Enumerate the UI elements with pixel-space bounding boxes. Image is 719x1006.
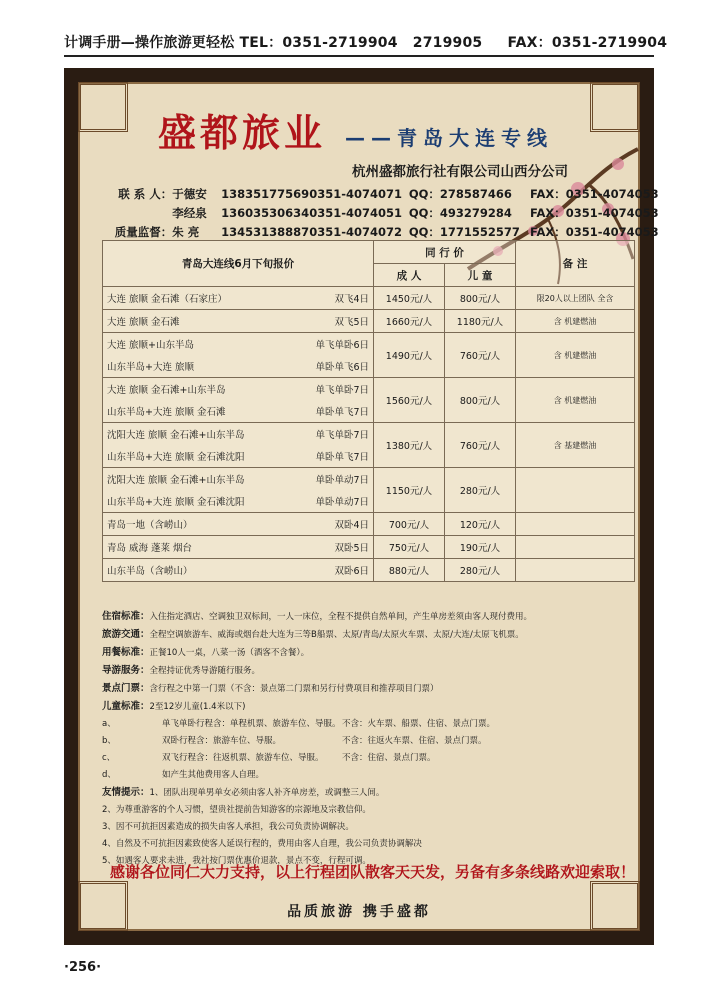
route-transport: 双卧6日 (334, 566, 369, 577)
route-cell (103, 513, 374, 536)
route-line (107, 513, 369, 535)
row-note (516, 559, 635, 582)
child-price: 800元/人 (445, 378, 516, 423)
child-item-k: a、 (102, 719, 116, 729)
tip-item: 4、自然及不可抗拒因素致使客人延误行程的，费用由客人自理，我公司负责协调解决 (102, 839, 422, 849)
route-cell (103, 310, 374, 333)
route-transport: 双卧5日 (334, 543, 369, 554)
route-transport: 单卧单动7日 (315, 475, 369, 486)
contact-row (100, 184, 659, 203)
child-standard (102, 698, 637, 716)
tip-item: 5、如遇客人要求未进，我社按门票优惠价退款，景点不变，行程可调。 (102, 856, 371, 866)
page-number: ·256· (64, 960, 102, 975)
table-title: 青岛大连线6月下旬报价 (103, 241, 374, 287)
hotel-label: 住宿标准： (102, 611, 150, 622)
child-item (102, 767, 637, 784)
hotel-text: 入住指定酒店、空调独卫双标间，一人一床位，全程不提供自然单间，产生单房差须由客人现付费用。 (149, 612, 533, 622)
child-item-exc (342, 767, 542, 784)
meal-standard (102, 644, 637, 662)
child-header: 儿 童 (445, 264, 516, 287)
contact-label: 联 系 人： (118, 186, 173, 201)
poster-panel (78, 82, 659, 931)
transport-text: 全程空调旅游车、威海或烟台赴大连为三等B船票、太原/青岛/太原火车票、太原/大连/太原飞机票。 (149, 630, 524, 640)
route-line (107, 490, 369, 512)
meal-text: 正餐10人一桌，八菜一汤（酒客不含餐）。 (149, 648, 310, 658)
transport-label: 旅游交通： (102, 629, 150, 640)
header-rule (64, 55, 654, 57)
child-item-inc: 双飞行程含：往返机票、旅游车位、导服。 (162, 753, 324, 763)
contact-name: 李经泉 (172, 205, 207, 220)
route-transport: 双卧4日 (334, 520, 369, 531)
route-name: 山东半岛+大连 旅顺 金石滩沈阳 (107, 452, 245, 463)
child-label: 儿童标准： (102, 701, 150, 712)
child-item-k: c、 (102, 753, 116, 763)
route-subtitle: ——青岛大连专线 (345, 126, 553, 150)
price-row (103, 536, 635, 559)
route-cell (103, 559, 374, 582)
meal-label: 用餐标准： (102, 647, 150, 658)
adult-price: 1660元/人 (374, 310, 445, 333)
child-price: 120元/人 (445, 513, 516, 536)
route-line (107, 445, 369, 467)
price-row (103, 287, 635, 310)
route-line (107, 355, 369, 377)
row-note (516, 513, 635, 536)
child-item-k: d、 (102, 770, 116, 780)
row-note: 含 机建燃油 (516, 333, 635, 378)
price-row (103, 559, 635, 582)
route-name: 山东半岛+大连 旅顺 (107, 362, 194, 373)
child-item-exc: 不含：火车票、船票、住宿、景点门票。 (342, 719, 496, 729)
route-line (107, 559, 369, 581)
contact-label: 质量监督： (114, 224, 173, 239)
route-cell (103, 287, 374, 310)
child-price: 760元/人 (445, 333, 516, 378)
ticket-text: 含行程之中第一门票（不含：景点第二门票和另行付费项目和推荐项目门票） (149, 684, 439, 694)
row-note: 含 机建燃油 (516, 378, 635, 423)
route-line (107, 378, 369, 400)
adult-price: 880元/人 (374, 559, 445, 582)
route-name: 山东半岛+大连 旅顺 金石滩沈阳 (107, 497, 245, 508)
adult-price: 1450元/人 (374, 287, 445, 310)
route-cell (103, 333, 374, 378)
company-name: 杭州盛都旅行社有限公司山西分公司 (352, 164, 568, 180)
footer-slogan: 品质旅游 携手盛都 (287, 904, 431, 920)
route-transport: 单卧单动7日 (315, 497, 369, 508)
transport-standard (102, 626, 637, 644)
child-item (102, 733, 637, 750)
ticket-label: 景点门票： (102, 683, 150, 694)
route-line (107, 287, 369, 309)
header-fax: FAX：0351-2719904 (507, 35, 668, 51)
child-items (102, 716, 637, 784)
header-tel2: 2719905 (412, 35, 483, 51)
contact-fax: FAX：0351-4074053 (530, 224, 659, 239)
route-line (107, 400, 369, 422)
page-header (64, 32, 668, 56)
ticket-standard (102, 680, 637, 698)
adult-price: 1150元/人 (374, 468, 445, 513)
guide-label: 导游服务： (102, 665, 150, 676)
route-cell (103, 468, 374, 513)
child-item-k: b、 (102, 736, 116, 746)
route-name: 山东半岛+大连 旅顺 金石滩 (107, 407, 226, 418)
route-name: 山东半岛（含崂山） (107, 566, 193, 577)
route-transport: 单飞单卧6日 (315, 340, 369, 351)
contact-row (100, 222, 659, 241)
route-line (107, 536, 369, 558)
child-price: 760元/人 (445, 423, 516, 468)
header-left: 计调手册—操作旅游更轻松 (64, 35, 235, 51)
price-table (102, 240, 635, 582)
guide-text: 全程持证优秀导游随行服务。 (149, 666, 261, 676)
contact-tel: 0351-4074071 (309, 186, 402, 201)
price-row (103, 333, 635, 378)
price-row (103, 513, 635, 536)
route-transport: 双飞5日 (334, 317, 369, 328)
contact-list (100, 184, 659, 241)
route-line (107, 310, 369, 332)
corner-ornament (78, 881, 128, 931)
row-note (516, 468, 635, 513)
route-transport: 单卧单飞7日 (315, 452, 369, 463)
price-row (103, 310, 635, 333)
child-item-inc: 如产生其他费用客人自理。 (162, 770, 265, 780)
price-row (103, 468, 635, 513)
tip-first: 1、团队出现单男单女必须由客人补齐单房差，或调整三人间。 (149, 788, 385, 798)
note-header: 备 注 (516, 241, 635, 287)
route-transport: 双飞4日 (334, 294, 369, 305)
poster-frame (64, 68, 659, 945)
adult-price: 1490元/人 (374, 333, 445, 378)
route-line (107, 333, 369, 355)
child-text: 2至12岁儿童(1.4米以下) (149, 702, 246, 712)
contact-mobile: 13603530634 (221, 205, 310, 220)
route-name: 青岛 威海 蓬莱 烟台 (107, 543, 193, 554)
route-cell (103, 378, 374, 423)
brand-title: 盛都旅业 (158, 110, 327, 155)
child-price: 280元/人 (445, 559, 516, 582)
route-name: 大连 旅顺+山东半岛 (107, 340, 194, 351)
row-note: 限20人以上团队 全含 (516, 287, 635, 310)
corner-ornament (590, 82, 640, 132)
child-item-exc: 不含：住宿、景点门票。 (342, 753, 436, 763)
terms-section (102, 608, 637, 870)
child-price: 280元/人 (445, 468, 516, 513)
row-note: 含 机建燃油 (516, 310, 635, 333)
child-price: 1180元/人 (445, 310, 516, 333)
child-item-inc: 单飞单卧行程含：单程机票、旅游车位、导服。 (162, 719, 341, 729)
contact-fax: FAX：0351-4074053 (530, 186, 659, 201)
route-name: 青岛一地（含崂山） (107, 520, 193, 531)
adult-price: 700元/人 (374, 513, 445, 536)
tip-item: 2、为尊重游客的个人习惯，望贵社提前告知游客的宗源地及宗教信仰。 (102, 805, 371, 815)
route-transport: 单卧单飞7日 (315, 407, 369, 418)
tip-item: 3、因不可抗拒因素造成的损失由客人承担，我公司负责协调解决。 (102, 822, 354, 832)
contact-fax: FAX：0351-4074053 (530, 205, 659, 220)
route-line (107, 423, 369, 445)
thanks-message: 感谢各位同仁大力支持，以上行程团队散客天天发，另备有多条线路欢迎索取！ (110, 863, 636, 881)
contact-qq: QQ：493279284 (408, 205, 512, 220)
route-cell (103, 536, 374, 559)
contact-qq: QQ：278587466 (408, 186, 512, 201)
child-item (102, 750, 637, 767)
contact-mobile: 13835177569 (221, 186, 310, 201)
adult-price: 1560元/人 (374, 378, 445, 423)
hotel-standard (102, 608, 637, 626)
corner-ornament (78, 82, 128, 132)
child-item-inc: 双卧行程含：旅游车位、导服。 (162, 736, 282, 746)
price-row (103, 423, 635, 468)
route-transport: 单飞单卧7日 (315, 385, 369, 396)
contact-tel: 0351-4074051 (309, 205, 402, 220)
contact-tel: 0351-4074072 (309, 224, 402, 239)
contact-mobile: 13453138887 (221, 224, 310, 239)
contact-name: 于德安 (172, 186, 207, 201)
child-price: 800元/人 (445, 287, 516, 310)
contact-qq: QQ：1771552577 (408, 224, 520, 239)
tips-label: 友情提示： (102, 787, 150, 798)
route-name: 大连 旅顺 金石滩（石家庄） (107, 294, 228, 305)
child-item (102, 716, 637, 733)
route-line (107, 468, 369, 490)
child-item-exc: 不含：往返火车票、住宿、景点门票。 (342, 736, 487, 746)
row-note: 含 基建燃油 (516, 423, 635, 468)
route-name: 大连 旅顺 金石滩 (107, 317, 180, 328)
route-name: 沈阳大连 旅顺 金石滩+山东半岛 (107, 475, 245, 486)
adult-header: 成 人 (374, 264, 445, 287)
contact-row (100, 203, 659, 222)
header-tel: TEL：0351-2719904 (239, 35, 398, 51)
child-price: 190元/人 (445, 536, 516, 559)
contact-name: 朱 亮 (172, 224, 200, 239)
guide-service (102, 662, 637, 680)
adult-price: 1380元/人 (374, 423, 445, 468)
corner-ornament (590, 881, 640, 931)
price-row (103, 378, 635, 423)
price-table-body (103, 287, 635, 582)
adult-price: 750元/人 (374, 536, 445, 559)
route-cell (103, 423, 374, 468)
route-transport: 单卧单飞6日 (315, 362, 369, 373)
route-transport: 单飞单卧7日 (315, 430, 369, 441)
price-header: 同 行 价 (374, 241, 516, 264)
tips-heading (102, 784, 637, 802)
route-name: 沈阳大连 旅顺 金石滩+山东半岛 (107, 430, 245, 441)
route-name: 大连 旅顺 金石滩+山东半岛 (107, 385, 226, 396)
row-note (516, 536, 635, 559)
